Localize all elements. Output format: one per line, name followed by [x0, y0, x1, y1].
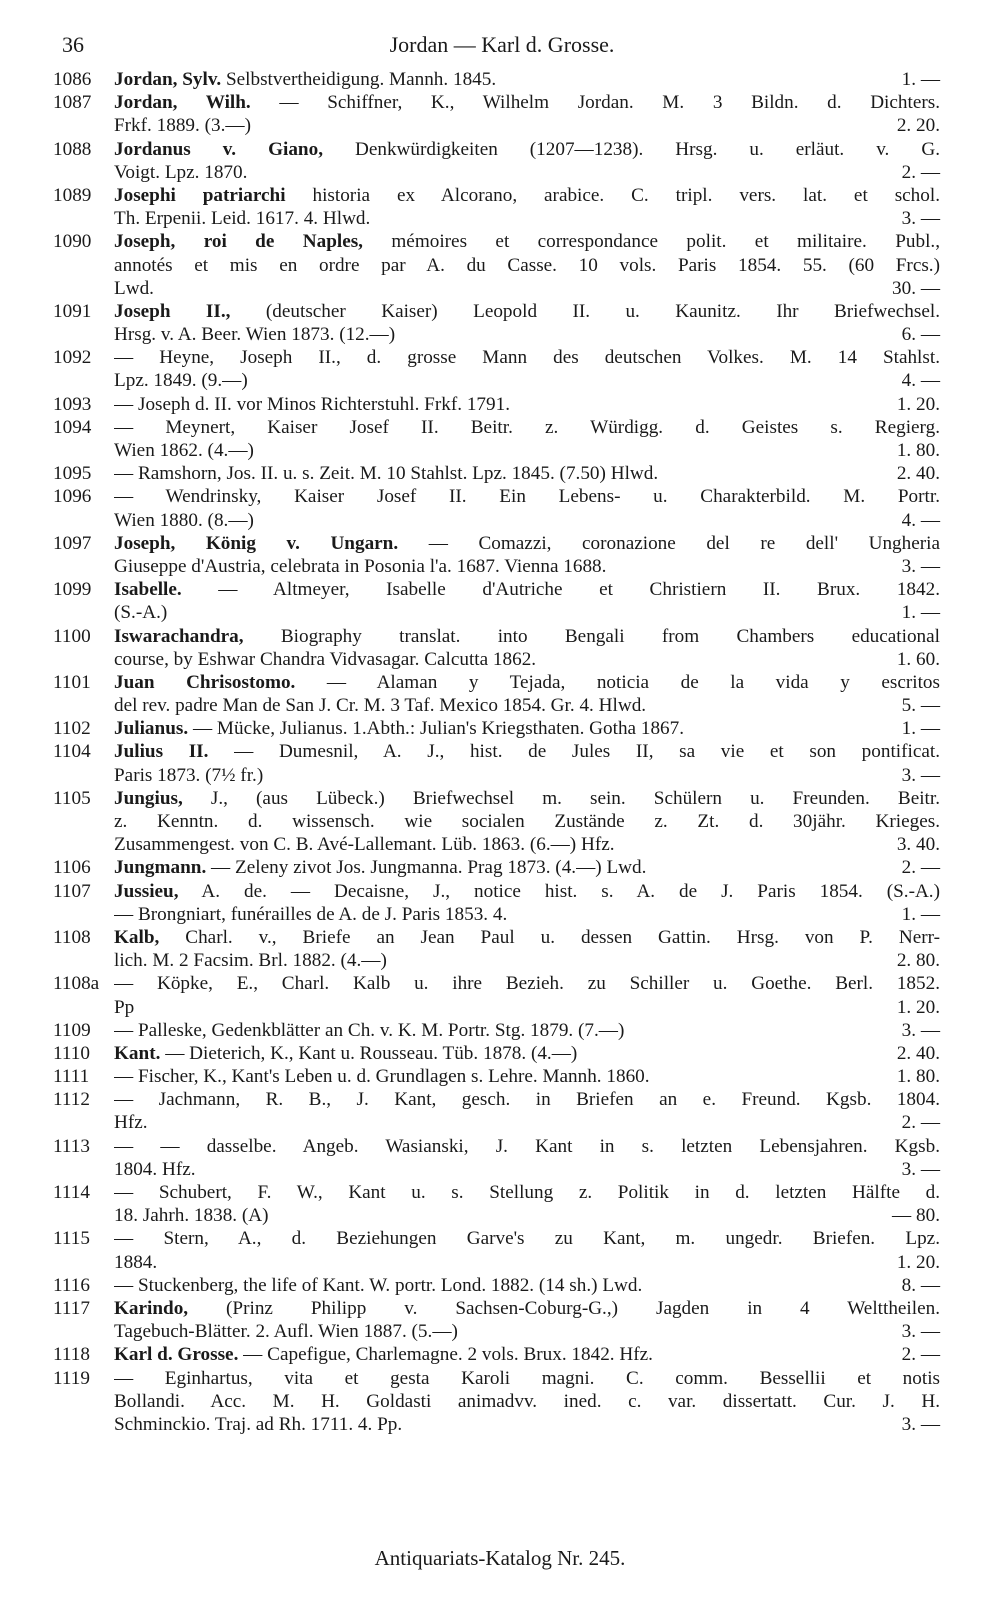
- entry-text: 18. Jahrh. 1838. (A): [114, 1205, 269, 1227]
- entry-line: [0, 555, 1000, 578]
- entry-text: Voigt. Lpz. 1870.: [114, 161, 248, 183]
- entry-line: [0, 1065, 1000, 1088]
- entry-text: Lpz. 1849. (9.—): [114, 370, 248, 392]
- entry-line: [0, 1274, 1000, 1297]
- entry-number: 1118: [53, 1344, 90, 1366]
- entry-price: 3. —: [901, 208, 940, 230]
- entry-line: [0, 648, 1000, 671]
- catalog-entry: [0, 1135, 1000, 1181]
- entry-number: 1086: [53, 69, 92, 90]
- entry-line: [0, 439, 1000, 462]
- entry-text: historia ex Alcorano, arabice. C. tripl. vers. lat. et schol.: [312, 184, 940, 206]
- entry-price: 4. —: [901, 370, 940, 392]
- entry-text: — Dumesnil, A. J., hist. de Jules II, sa vie et son pontificat.: [234, 741, 940, 763]
- entry-price: 3. —: [901, 1019, 940, 1041]
- entry-line: [0, 68, 1000, 91]
- entry-text: — Ramshorn, Jos. II. u. s. Zeit. M. 10 Stahlst. Lpz. 1845. (7.50) Hlwd.: [114, 463, 659, 485]
- catalog-entry: [0, 1019, 1000, 1042]
- entry-text: course, by Eshwar Chandra Vidvasagar. Calcutta 1862.: [114, 648, 537, 670]
- entry-text: Pp: [114, 996, 135, 1018]
- entry-line: [0, 416, 1000, 439]
- catalog-entry: [0, 346, 1000, 392]
- entry-number: 1097: [53, 532, 92, 554]
- entry-line: [0, 810, 1000, 833]
- entry-text: — Fischer, K., Kant's Leben u. d. Grundlagen s. Lehre. Mannh. 1860.: [114, 1066, 650, 1088]
- entry-heading: Jordan, Wilh.: [114, 92, 251, 114]
- entry-price: 1. —: [901, 602, 940, 624]
- entry-text: A. de. — Decaisne, J., notice hist. s. A. de J. Paris 1854. (S.-A.): [201, 880, 940, 902]
- entry-number: 1106: [53, 857, 91, 879]
- entry-line: [0, 926, 1000, 949]
- entry-number: 1107: [53, 880, 91, 902]
- entry-text: lich. M. 2 Facsim. Brl. 1882. (4.—): [114, 950, 387, 972]
- entry-number: 1114: [53, 1182, 90, 1203]
- entry-price: 1. 80.: [896, 1066, 940, 1088]
- entry-text: — Wendrinsky, Kaiser Josef II. Ein Lebens- u. Charakterbild. M. Portr.: [114, 486, 940, 508]
- entry-text: — — dasselbe. Angeb. Wasianski, J. Kant in s. letzten Lebensjahren. Kgsb.: [114, 1135, 940, 1157]
- entry-text: — Mücke, Julianus. 1.Abth.: Julian's Kriegsthaten. Gotha 1867.: [192, 718, 685, 740]
- entry-text: — Zeleny zivot Jos. Jungmanna. Prag 1873. (4.—) Lwd.: [211, 857, 647, 879]
- catalog-entry: [0, 671, 1000, 717]
- entry-number: 1117: [53, 1297, 90, 1319]
- entry-price: 1. 20.: [896, 393, 940, 415]
- entry-number: 1089: [53, 184, 92, 206]
- entry-heading: Jordan, Sylv.: [114, 69, 222, 90]
- catalog-entry: [0, 926, 1000, 972]
- entry-line: [0, 740, 1000, 763]
- entry-line: [0, 1413, 1000, 1436]
- entry-line: [0, 1390, 1000, 1413]
- entry-price: 2. —: [901, 1344, 940, 1366]
- entry-text: — Meynert, Kaiser Josef II. Beitr. z. Würdigg. d. Geistes s. Regierg.: [114, 416, 940, 438]
- entry-price: 2. 80.: [896, 950, 940, 972]
- entry-text: — Alaman y Tejada, noticia de la vida y escritos: [326, 671, 940, 693]
- entry-line: [0, 300, 1000, 323]
- entry-text: Hfz.: [114, 1112, 148, 1134]
- entry-text: (S.-A.): [114, 602, 168, 624]
- page-footer: Antiquariats-Katalog Nr. 245.: [374, 1546, 626, 1570]
- entry-text: — Stuckenberg, the life of Kant. W. portr. Lond. 1882. (14 sh.) Lwd.: [114, 1274, 643, 1296]
- entry-number: 1108a: [53, 973, 100, 995]
- entry-heading: Jungmann.: [114, 857, 207, 879]
- entry-line: [0, 1111, 1000, 1134]
- entry-number: 1116: [53, 1274, 90, 1296]
- entry-text: — Altmeyer, Isabelle d'Autriche et Christiern II. Brux. 1842.: [218, 579, 940, 601]
- entry-text: — Schiffner, K., Wilhelm Jordan. M. 3 Bildn. d. Dichters.: [279, 92, 940, 114]
- entry-line: [0, 1042, 1000, 1065]
- entry-heading: Kalb,: [114, 926, 160, 948]
- entry-text: — Comazzi, coronazione del re dell' Ungheria: [428, 532, 940, 554]
- entry-text: Frkf. 1889. (3.—): [114, 115, 251, 137]
- entry-heading: Joseph, roi de Naples,: [114, 231, 363, 253]
- entry-line: [0, 230, 1000, 253]
- entry-line: [0, 1251, 1000, 1274]
- entry-heading: Kant.: [114, 1042, 161, 1064]
- entry-line: [0, 671, 1000, 694]
- entry-line: [0, 1320, 1000, 1343]
- entry-number: 1111: [53, 1066, 90, 1088]
- catalog-entry: [0, 300, 1000, 346]
- entry-heading: Karl d. Grosse.: [114, 1344, 239, 1366]
- catalog-entry: [0, 462, 1000, 485]
- entry-line: [0, 1088, 1000, 1111]
- entry-line: [0, 717, 1000, 740]
- entry-price: 2. —: [901, 161, 940, 183]
- entry-price: — 80.: [892, 1205, 940, 1227]
- entry-heading: Jordanus v. Giano,: [114, 138, 323, 160]
- entry-text: Tagebuch-Blätter. 2. Aufl. Wien 1887. (5.—): [114, 1321, 458, 1343]
- entry-line: [0, 1019, 1000, 1042]
- catalog-entry: [0, 230, 1000, 300]
- entry-price: 3. —: [901, 555, 940, 577]
- entry-heading: Isabelle.: [114, 579, 182, 601]
- catalog-entry: [0, 393, 1000, 416]
- entry-text: Th. Erpenii. Leid. 1617. 4. Hlwd.: [114, 208, 371, 230]
- entry-price: 1. —: [901, 903, 940, 925]
- catalog-entry: [0, 1343, 1000, 1366]
- entry-heading: Karindo,: [114, 1297, 189, 1319]
- entry-number: 1087: [53, 92, 92, 114]
- entry-line: [0, 184, 1000, 207]
- entry-price: 3. —: [901, 764, 940, 786]
- entry-line: [0, 787, 1000, 810]
- entry-line: [0, 996, 1000, 1019]
- entry-text: Giuseppe d'Austria, celebrata in Posonia l'a. 1687. Vienna 1688.: [114, 555, 607, 577]
- entry-text: — Palleske, Gedenkblätter an Ch. v. K. M. Portr. Stg. 1879. (7.—): [114, 1019, 625, 1041]
- entry-text: z. Kenntn. d. wissensch. wie socialen Zustände z. Zt. d. 30jähr. Krieges.: [114, 811, 940, 832]
- entry-line: [0, 369, 1000, 392]
- entry-number: 1095: [53, 463, 92, 485]
- entry-text: Bollandi. Acc. M. H. Goldasti animadvv. ined. c. var. dissertatt. Cur. J. H.: [114, 1390, 940, 1412]
- catalog-entry: [0, 717, 1000, 740]
- entry-text: — Capefigue, Charlemagne. 2 vols. Brux. 1842. Hfz.: [243, 1344, 653, 1366]
- entry-number: 1115: [53, 1228, 90, 1250]
- entry-heading: Jussieu,: [114, 880, 179, 902]
- entry-line: [0, 1181, 1000, 1204]
- page-number: 36: [62, 32, 84, 57]
- entry-text: Paris 1873. (7½ fr.): [114, 764, 264, 786]
- entry-text: (Prinz Philipp v. Sachsen-Coburg-G.,) Jagden in 4 Welttheilen.: [226, 1297, 940, 1319]
- entry-text: annotés et mis en ordre par A. du Casse. 10 vols. Paris 1854. 55. (60 Frcs.): [114, 254, 940, 276]
- entry-line: [0, 346, 1000, 369]
- entry-text: J., (aus Lübeck.) Briefwechsel m. sein. Schülern u. Freunden. Beitr.: [210, 787, 940, 809]
- catalog-entry: [0, 1181, 1000, 1227]
- entry-price: 3. —: [901, 1158, 940, 1180]
- entry-number: 1096: [53, 486, 92, 508]
- entry-text: Denkwürdigkeiten (1207—1238). Hrsg. u. erläut. v. G.: [355, 138, 940, 160]
- entry-number: 1113: [53, 1135, 90, 1157]
- entry-price: 2. 40.: [896, 463, 940, 485]
- entry-text: — Eginhartus, vita et gesta Karoli magni. C. comm. Bessellii et notis: [114, 1367, 940, 1389]
- entry-line: [0, 138, 1000, 161]
- entry-price: 4. —: [901, 509, 940, 531]
- entry-price: 2. —: [901, 1112, 940, 1134]
- entry-text: (deutscher Kaiser) Leopold II. u. Kaunitz. Ihr Briefwechsel.: [265, 300, 940, 322]
- entry-line: [0, 485, 1000, 508]
- entry-heading: Jungius,: [114, 787, 183, 809]
- entry-number: 1119: [53, 1367, 90, 1389]
- entry-text: — Jachmann, R. B., J. Kant, gesch. in Briefen an e. Freund. Kgsb. 1804.: [114, 1089, 940, 1111]
- entry-line: [0, 949, 1000, 972]
- entry-line: [0, 1297, 1000, 1320]
- entry-heading: Juan Chrisostomo.: [114, 671, 296, 693]
- entry-text: — Heyne, Joseph II., d. grosse Mann des deutschen Volkes. M. 14 Stahlst.: [114, 347, 940, 369]
- entry-line: [0, 1367, 1000, 1390]
- entry-text: 1884.: [114, 1251, 158, 1273]
- catalog-entry: [0, 787, 1000, 857]
- entry-heading: Julius II.: [114, 741, 209, 763]
- entry-number: 1109: [53, 1019, 91, 1041]
- page-header: [62, 32, 942, 58]
- catalog-entry: [0, 91, 1000, 137]
- entry-line: [0, 764, 1000, 787]
- entry-number: 1092: [53, 347, 92, 369]
- entry-line: [0, 625, 1000, 648]
- entry-line: [0, 462, 1000, 485]
- entry-price: 1. —: [901, 69, 940, 90]
- entry-number: 1110: [53, 1042, 90, 1064]
- entry-text: 1804. Hfz.: [114, 1158, 196, 1180]
- entry-heading: Julianus.: [114, 718, 189, 740]
- catalog-entry: [0, 532, 1000, 578]
- entry-line: [0, 91, 1000, 114]
- entry-line: [0, 856, 1000, 879]
- entry-line: [0, 114, 1000, 137]
- entry-price: 8. —: [901, 1274, 940, 1296]
- entry-line: [0, 578, 1000, 601]
- catalog-entry: [0, 740, 1000, 786]
- entry-price: 1. —: [901, 718, 940, 740]
- catalog-entry: [0, 138, 1000, 184]
- entry-line: [0, 393, 1000, 416]
- entry-price: 2. —: [901, 857, 940, 879]
- catalog-entry: [0, 1065, 1000, 1088]
- entry-text: — Joseph d. II. vor Minos Richterstuhl. Frkf. 1791.: [114, 393, 510, 415]
- entry-price: 1. 80.: [896, 440, 940, 461]
- entry-price: 2. 40.: [896, 1042, 940, 1064]
- entry-line: [0, 254, 1000, 277]
- catalog-entry: [0, 856, 1000, 879]
- entry-line: [0, 207, 1000, 230]
- entry-line: [0, 833, 1000, 856]
- entry-line: [0, 1204, 1000, 1227]
- entry-text: del rev. padre Man de San J. Cr. M. 3 Taf. Mexico 1854. Gr. 4. Hlwd.: [114, 695, 647, 717]
- catalog-entry: [0, 1088, 1000, 1134]
- entry-heading: Joseph, König v. Ungarn.: [114, 532, 399, 554]
- entry-text: — Köpke, E., Charl. Kalb u. ihre Bezieh. zu Schiller u. Goethe. Berl. 1852.: [114, 973, 940, 995]
- catalog-entry: [0, 972, 1000, 1018]
- entry-price: 5. —: [901, 695, 940, 717]
- catalog-entry-list: [0, 68, 1000, 1436]
- entry-line: [0, 694, 1000, 717]
- entry-number: 1102: [53, 718, 91, 740]
- catalog-entry: [0, 1297, 1000, 1343]
- entry-line: [0, 509, 1000, 532]
- catalog-entry: [0, 880, 1000, 926]
- catalog-entry: [0, 416, 1000, 462]
- entry-text: Hrsg. v. A. Beer. Wien 1873. (12.—): [114, 324, 396, 346]
- entry-heading: Josephi patriarchi: [114, 184, 286, 206]
- entry-price: 1. 20.: [896, 996, 940, 1018]
- entry-text: Zusammengest. von C. B. Avé-Lallemant. Lüb. 1863. (6.—) Hfz.: [114, 834, 615, 856]
- catalog-entry: [0, 485, 1000, 531]
- entry-number: 1088: [53, 138, 92, 160]
- entry-line: [0, 161, 1000, 184]
- entry-line: [0, 532, 1000, 555]
- catalog-entry: [0, 1367, 1000, 1437]
- entry-number: 1105: [53, 787, 91, 809]
- entry-heading: Iswarachandra,: [114, 625, 244, 647]
- entry-text: — Stern, A., d. Beziehungen Garve's zu Kant, m. ungedr. Briefen. Lpz.: [114, 1228, 940, 1250]
- entry-text: Schminckio. Traj. ad Rh. 1711. 4. Pp.: [114, 1413, 403, 1435]
- entry-number: 1100: [53, 625, 91, 647]
- entry-heading: Joseph II.,: [114, 300, 231, 322]
- entry-number: 1108: [53, 926, 91, 948]
- entry-line: [0, 880, 1000, 903]
- entry-line: [0, 1158, 1000, 1181]
- entry-line: [0, 1343, 1000, 1366]
- entry-line: [0, 1227, 1000, 1250]
- entry-text: — Dieterich, K., Kant u. Rousseau. Tüb. 1878. (4.—): [165, 1042, 578, 1064]
- entry-text: Biography translat. into Bengali from Chambers educational: [280, 625, 940, 647]
- catalog-entry: [0, 184, 1000, 230]
- entry-number: 1112: [53, 1089, 90, 1111]
- entry-line: [0, 1135, 1000, 1158]
- entry-text: — Brongniart, funérailles de A. de J. Paris 1853. 4.: [114, 903, 508, 925]
- catalog-entry: [0, 578, 1000, 624]
- entry-number: 1090: [53, 231, 92, 253]
- entry-number: 1101: [53, 671, 91, 693]
- catalog-entry: [0, 1042, 1000, 1065]
- entry-price: 3. —: [901, 1321, 940, 1343]
- entry-price: 30. —: [892, 277, 940, 299]
- entry-price: 3. —: [901, 1413, 940, 1435]
- entry-text: Wien 1880. (8.—): [114, 509, 254, 531]
- entry-price: 1. 20.: [896, 1251, 940, 1273]
- running-head: Jordan — Karl d. Grosse.: [389, 32, 615, 57]
- entry-line: [0, 601, 1000, 624]
- entry-number: 1093: [53, 393, 92, 415]
- entry-text: Charl. v., Briefe an Jean Paul u. dessen Gattin. Hrsg. von P. Nerr-: [185, 926, 940, 948]
- entry-text: Selbstvertheidigung. Mannh. 1845.: [225, 69, 497, 90]
- entry-text: Wien 1862. (4.—): [114, 440, 254, 461]
- entry-number: 1091: [53, 300, 92, 322]
- entry-price: 3. 40.: [896, 834, 940, 856]
- catalog-entry: [0, 1274, 1000, 1297]
- entry-line: [0, 903, 1000, 926]
- catalog-entry: [0, 1227, 1000, 1273]
- entry-line: [0, 972, 1000, 995]
- entry-line: [0, 323, 1000, 346]
- entry-line: [0, 277, 1000, 300]
- entry-number: 1099: [53, 579, 92, 601]
- catalog-entry: [0, 625, 1000, 671]
- entry-text: — Schubert, F. W., Kant u. s. Stellung z. Politik in d. letzten Hälfte d.: [114, 1182, 940, 1203]
- entry-price: 6. —: [901, 324, 940, 346]
- entry-price: 1. 60.: [896, 648, 940, 670]
- entry-text: Lwd.: [114, 277, 154, 299]
- entry-text: mémoires et correspondance polit. et militaire. Publ.,: [391, 231, 940, 253]
- entry-number: 1104: [53, 741, 91, 763]
- entry-number: 1094: [53, 416, 92, 438]
- catalog-entry: [0, 68, 1000, 91]
- entry-price: 2. 20.: [896, 115, 940, 137]
